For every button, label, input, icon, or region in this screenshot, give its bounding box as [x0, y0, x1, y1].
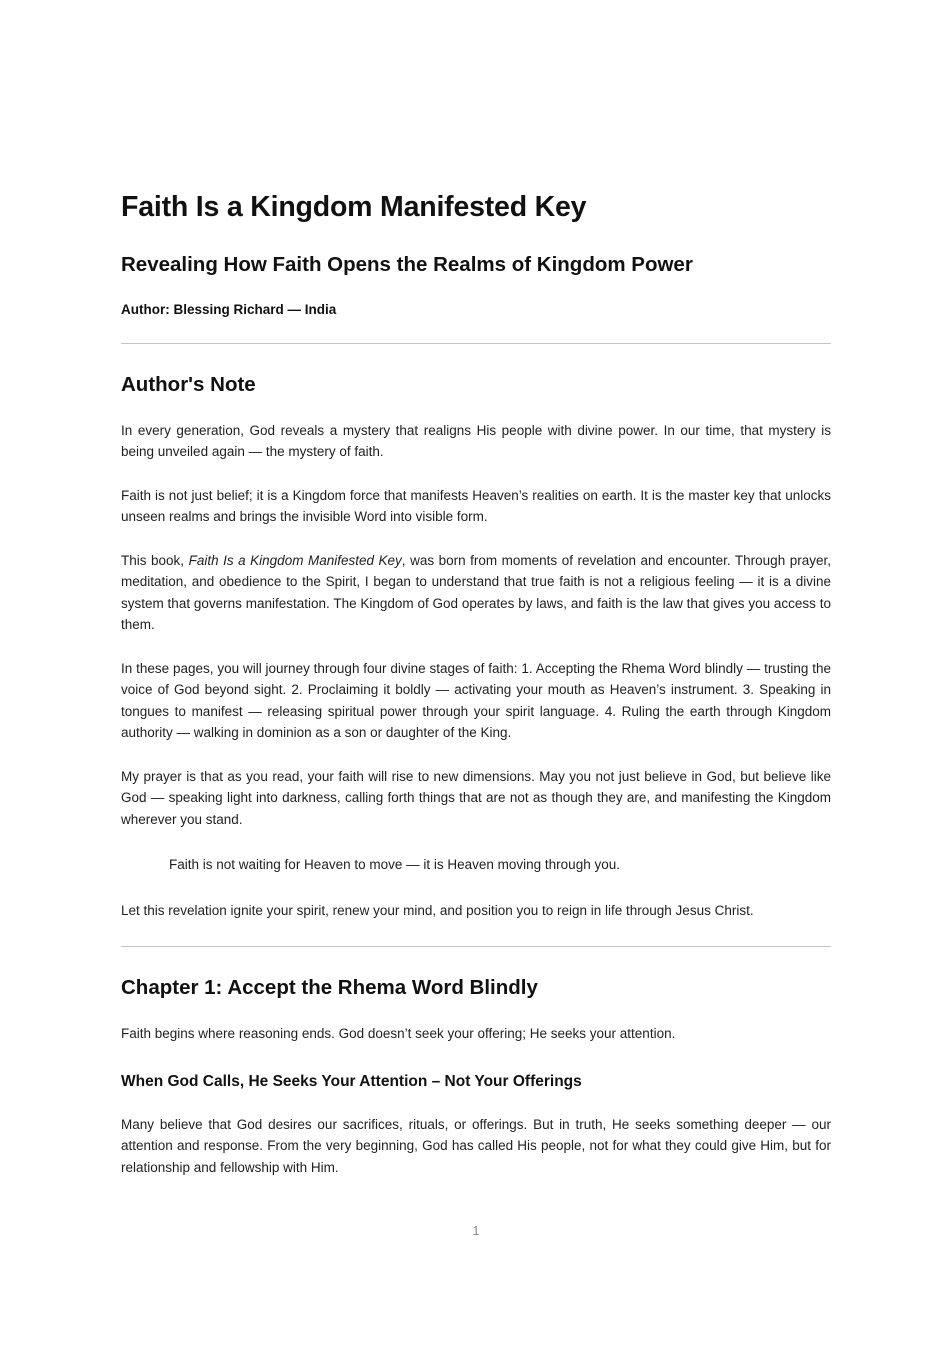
- authors-note-closing: Let this revelation ignite your spirit, renew your mind, and position you to reign in life through Jesus Christ.: [121, 902, 754, 918]
- divider-section: [121, 946, 831, 947]
- book-title: Faith Is a Kingdom Manifested Key: [121, 191, 587, 223]
- chapter-heading: Chapter 1: Accept the Rhema Word Blindly: [121, 976, 538, 1000]
- chapter-subheading: When God Calls, He Seeks Your Attention – Not Your Offerings: [121, 1072, 582, 1090]
- book-subtitle: Revealing How Faith Opens the Realms of Kingdom Power: [121, 253, 693, 277]
- authors-note-paragraph-5: My prayer is that as you read, your faith will rise to new dimensions. May you not just believe in God, but believe like God — speaking light into darkness, calling forth things that are not as though they are, and manifesting the Kingdom wherever you stand.: [121, 768, 831, 827]
- paragraph-text: , was born from moments of revelation and encounter. Through prayer, meditation, and obedience to the Spirit, I began to understand that true faith is not a religious feeling — it is a divine system that governs manifestation. The Kingdom of God operates by laws, and faith is the law that gives you access to them.: [121, 552, 831, 633]
- book-title-inline: Faith Is a Kingdom Manifested Key: [188, 552, 402, 568]
- authors-note-paragraph-3: [121, 550, 831, 636]
- authors-note-paragraph-1: In every generation, God reveals a mystery that realigns His people with divine power. In our time, that mystery is being unveiled again — the mystery of faith.: [121, 422, 831, 460]
- chapter-intro: Faith begins where reasoning ends. God doesn’t seek your offering; He seeks your attention.: [121, 1026, 676, 1042]
- authors-note-paragraph-2: Faith is not just belief; it is a Kingdom force that manifests Heaven’s realities on earth. It is the master key that unlocks unseen realms and brings the invisible Word into visible form.: [121, 487, 831, 525]
- pull-quote: Faith is not waiting for Heaven to move — it is Heaven moving through you.: [169, 857, 620, 873]
- author-line: Author: Blessing Richard — India: [121, 301, 337, 317]
- paragraph-text: This book,: [121, 552, 189, 568]
- page-number: 1: [472, 1224, 480, 1238]
- authors-note-heading: Author's Note: [121, 373, 256, 397]
- divider-top: [121, 343, 831, 344]
- document-content: [121, 0, 831, 1200]
- chapter-paragraph-1: Many believe that God desires our sacrifices, rituals, or offerings. But in truth, He seeks something deeper — our attention and response. From the very beginning, God has called His people, not for what they could give Him, but for relationship and fellowship with Him.: [121, 1116, 831, 1175]
- authors-note-paragraph-4: In these pages, you will journey through four divine stages of faith: 1. Accepting the Rhema Word blindly — trusting the voice of God beyond sight. 2. Proclaiming it boldly — activating your mouth as Heaven’s instrument. 3. Speaking in tongues to manifest — releasing spiritual power through your spirit language. 4. Ruling the earth through Kingdom authority — walking in dominion as a son or daughter of the King.: [121, 660, 831, 741]
